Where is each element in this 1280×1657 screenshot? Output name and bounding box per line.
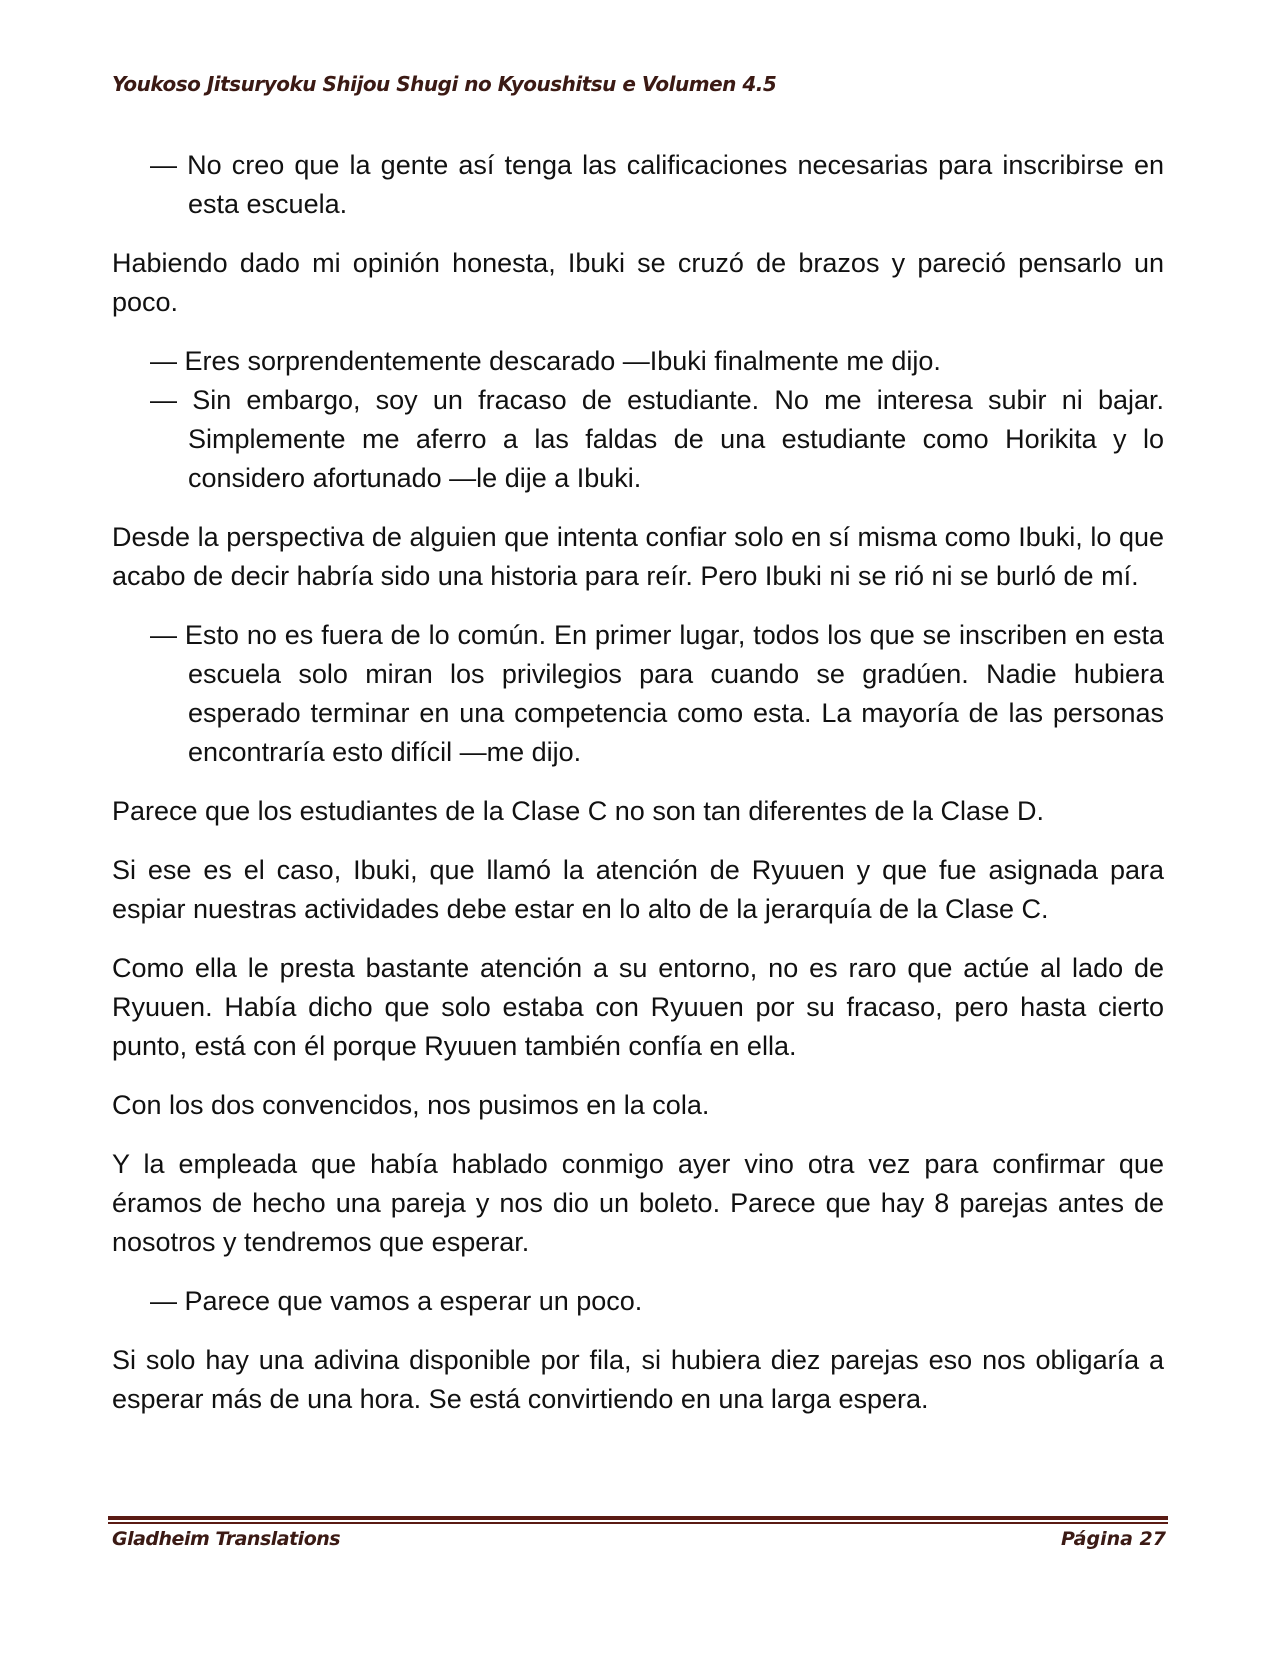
footer-rule-thin — [108, 1522, 1168, 1524]
body-text — [112, 146, 1164, 1439]
paragraph: Como ella le presta bastante atención a su entorno, no es raro que actúe al lado de Ryuuen. Había dicho que solo estaba con Ryuuen por su fracaso, pero hasta cierto punto, está con él porque Ryuuen también confía en ella. — [112, 953, 1164, 1061]
dialogue-group — [112, 1282, 1164, 1321]
page-number: Página 27 — [1060, 1528, 1166, 1550]
paragraph: Desde la perspectiva de alguien que intenta confiar solo en sí misma como Ibuki, lo que acabo de decir habría sido una historia para reír. Pero Ibuki ni se rió ni se burló de mí. — [112, 522, 1164, 591]
paragraph: Y la empleada que había hablado conmigo ayer vino otra vez para confirmar que éramos de hecho una pareja y nos dio un boleto. Parece que hay 8 parejas antes de nosotros y tendremos que esperar. — [112, 1149, 1164, 1257]
paragraph: Parece que los estudiantes de la Clase C no son tan diferentes de la Clase D. — [112, 796, 1045, 826]
paragraph: Habiendo dado mi opinión honesta, Ibuki se cruzó de brazos y pareció pensarlo un poco. — [112, 248, 1164, 317]
dialogue-line: — Parece que vamos a esperar un poco. — [150, 1286, 643, 1316]
dialogue-line: — Sin embargo, soy un fracaso de estudiante. No me interesa subir ni bajar. Simplemente me aferro a las faldas de una estudiante como Horikita y lo considero afortunado —le dije a Ibuki. — [150, 385, 1164, 493]
footer-rule — [108, 1516, 1168, 1524]
paragraph: Si ese es el caso, Ibuki, que llamó la atención de Ryuuen y que fue asignada para espiar nuestras actividades debe estar en lo alto de la jerarquía de la Clase C. — [112, 855, 1164, 924]
paragraph: Si solo hay una adivina disponible por fila, si hubiera diez parejas eso nos obligaría a esperar más de una hora. Se está convirtiendo en una larga espera. — [112, 1345, 1164, 1414]
dialogue-line: — Esto no es fuera de lo común. En primer lugar, todos los que se inscriben en esta escuela solo miran los privilegios para cuando se gradúen. Nadie hubiera esperado terminar en una competencia como esta. La mayoría de las personas encontraría esto difícil —me dijo. — [150, 620, 1164, 767]
paragraph: Con los dos convencidos, nos pusimos en la cola. — [112, 1090, 710, 1120]
dialogue-group — [112, 146, 1164, 224]
dialogue-line: — Eres sorprendentemente descarado —Ibuki finalmente me dijo. — [150, 346, 941, 376]
dialogue-group — [112, 616, 1164, 772]
footer-publisher: Gladheim Translations — [112, 1528, 341, 1550]
footer-rule-thick — [108, 1516, 1168, 1520]
running-header: Youkoso Jitsuryoku Shijou Shugi no Kyoushitsu e Volumen 4.5 — [112, 72, 777, 96]
dialogue-line: — No creo que la gente así tenga las calificaciones necesarias para inscribirse en esta escuela. — [150, 150, 1164, 219]
dialogue-group — [112, 342, 1164, 498]
